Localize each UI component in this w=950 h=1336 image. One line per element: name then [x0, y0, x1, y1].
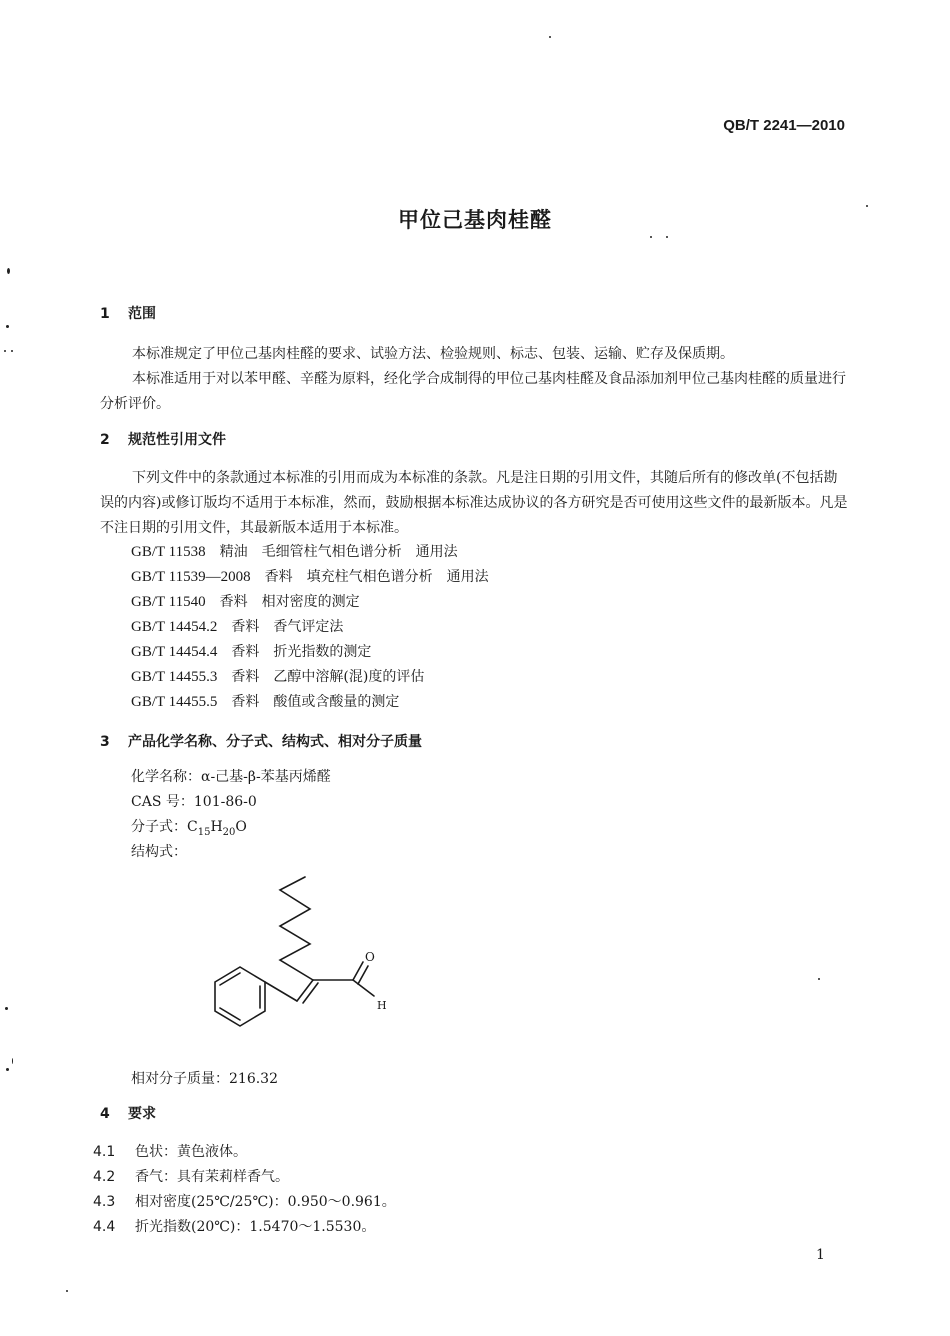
bond: [265, 982, 297, 1001]
reference-code: GB/T 11540: [131, 594, 206, 610]
scan-speck: [5, 1007, 8, 1010]
scan-speck: [4, 350, 6, 352]
scan-speck: [549, 36, 551, 38]
ring-double-bond: [220, 1008, 240, 1020]
double-bond-inner: [303, 983, 318, 1003]
page-number: 1: [816, 1247, 825, 1263]
section-1-para-1: [100, 342, 848, 367]
reference-item: [131, 591, 360, 611]
item-number: 4.4: [93, 1219, 116, 1235]
section-number: 2: [100, 432, 110, 448]
reference-item: [131, 641, 371, 661]
section-2-heading: [100, 429, 226, 449]
section-3-heading: [100, 731, 422, 751]
scan-speck: [818, 978, 820, 980]
section-title: 产品化学名称、分子式、结构式、相对分子质量: [128, 734, 422, 750]
item-text: 香气：具有茉莉样香气。: [135, 1169, 289, 1185]
reference-title: 香料 填充柱气相色谱分析 通用法: [264, 569, 489, 585]
structural-formula: [175, 870, 415, 1055]
reference-code: GB/T 14454.4: [131, 644, 218, 660]
section-4-heading: [100, 1103, 156, 1123]
cas-number: 101-86-0: [193, 794, 257, 810]
formula-element: H: [210, 819, 223, 835]
formula-element: O: [235, 819, 247, 835]
molecular-weight-line: [131, 1068, 278, 1088]
requirement-item: [93, 1216, 375, 1236]
reference-code: GB/T 14454.2: [131, 619, 218, 635]
section-number: 1: [100, 306, 110, 322]
item-number: 4.3: [93, 1194, 116, 1210]
paragraph-text: 本标准规定了甲位己基肉桂醛的要求、试验方法、检验规则、标志、包装、运输、贮存及保质期。: [132, 346, 734, 362]
cas-line: [131, 791, 257, 811]
formula-line: [131, 816, 247, 838]
scan-speck: [866, 205, 868, 207]
reference-item: [131, 691, 399, 711]
structure-label: 结构式：: [131, 844, 187, 860]
section-title: 要求: [128, 1106, 156, 1122]
section-number: 4: [100, 1106, 110, 1122]
formula-subscript: 15: [197, 826, 211, 838]
item-text: 折光指数(20℃)：1.5470～1.5530。: [135, 1219, 376, 1235]
scan-speck: [6, 325, 9, 328]
atom-h: H: [377, 999, 387, 1012]
chemical-name-line: [131, 766, 331, 786]
scan-speck: [7, 268, 10, 274]
chemical-name: α-己基-β-苯基丙烯醛: [201, 769, 331, 785]
field-label: 相对分子质量：: [131, 1071, 229, 1087]
field-label: 分子式：: [131, 819, 187, 835]
section-title: 规范性引用文件: [128, 432, 226, 448]
reference-title: 香料 酸值或含酸量的测定: [231, 694, 400, 710]
bond: [297, 980, 313, 1001]
section-2-para: [100, 466, 848, 541]
formula-subscript: 20: [222, 826, 236, 838]
reference-item: [131, 541, 458, 561]
requirement-item: [93, 1191, 396, 1211]
document-title: 甲位己基肉桂醛: [398, 208, 552, 232]
hexyl-chain: [280, 877, 313, 980]
scan-speck: [66, 1290, 68, 1292]
reference-code: GB/T 11539—2008: [131, 569, 251, 585]
reference-code: GB/T 14455.5: [131, 694, 218, 710]
paragraph-text: 本标准适用于对以苯甲醛、辛醛为原料，经化学合成制得的甲位己基肉桂醛及食品添加剂甲位己基肉桂醛的质量进行分析评价。: [100, 371, 846, 412]
requirement-item: [93, 1166, 289, 1186]
scan-speck: [650, 236, 652, 238]
section-1-heading: [100, 303, 156, 323]
reference-title: 精油 毛细管柱气相色谱分析 通用法: [219, 544, 458, 560]
document-code: QB/T 2241—2010: [723, 117, 845, 134]
reference-title: 香料 相对密度的测定: [219, 594, 360, 610]
benzene-ring: [215, 967, 265, 1026]
field-label: CAS 号：: [131, 794, 194, 810]
reference-title: 香料 香气评定法: [231, 619, 344, 635]
ring-double-bond: [220, 973, 240, 985]
section-number: 3: [100, 734, 110, 750]
reference-item: [131, 616, 343, 636]
item-text: 相对密度(25℃/25℃)：0.950～0.961。: [135, 1194, 396, 1210]
item-number: 4.2: [93, 1169, 116, 1185]
reference-title: 香料 乙醇中溶解(混)度的评估: [231, 669, 425, 685]
formula-element: C: [187, 819, 198, 835]
reference-code: GB/T 14455.3: [131, 669, 218, 685]
scan-speck: [666, 236, 668, 238]
bond: [353, 980, 374, 996]
section-1-para-2: [100, 367, 848, 417]
scan-speck: [12, 1058, 13, 1064]
paragraph-text: 下列文件中的条款通过本标准的引用而成为本标准的条款。凡是注日期的引用文件，其随后所有的修改单(不包括勘误的内容)或修订版均不适用于本标准，然而，鼓励根据本标准达成协议的各方研究是否可使用这些文件的最新版本。凡是不注日期的引用文件，其最新版本适用于本标准。: [100, 470, 848, 536]
requirement-item: [93, 1141, 247, 1161]
reference-title: 香料 折光指数的测定: [231, 644, 372, 660]
item-text: 色状：黄色液体。: [135, 1144, 247, 1160]
atom-o: O: [365, 950, 375, 964]
reference-code: GB/T 11538: [131, 544, 206, 560]
scan-speck: [6, 1068, 9, 1071]
field-label: 化学名称：: [131, 769, 201, 785]
item-number: 4.1: [93, 1144, 116, 1160]
reference-item: [131, 566, 489, 586]
molecular-weight: 216.32: [229, 1071, 278, 1087]
reference-item: [131, 666, 424, 686]
scan-speck: [11, 350, 13, 352]
molecular-formula: [187, 819, 247, 838]
section-title: 范围: [128, 306, 156, 322]
